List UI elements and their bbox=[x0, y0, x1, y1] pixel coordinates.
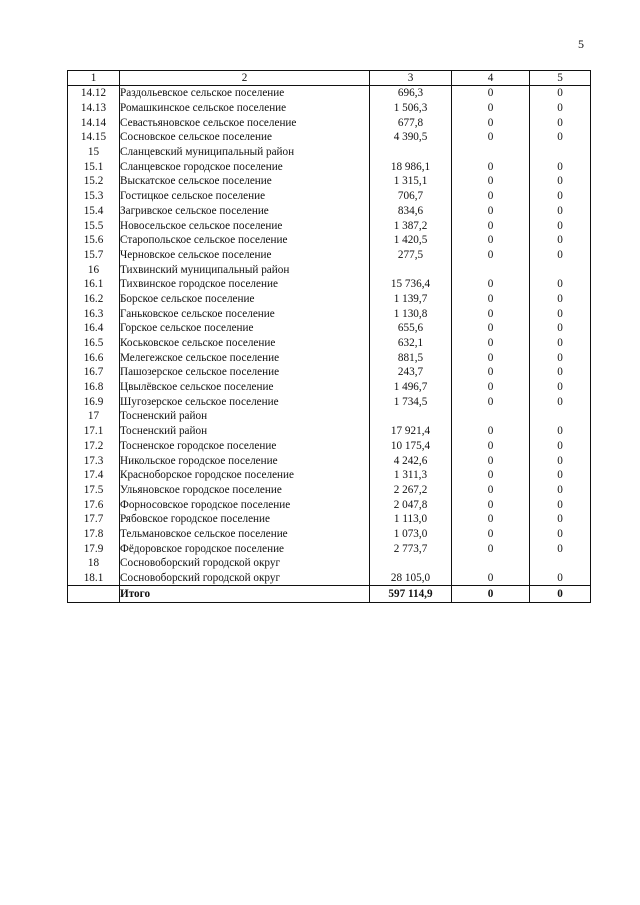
page-number: 5 bbox=[578, 37, 584, 51]
row-amount: 277,5 bbox=[370, 248, 452, 263]
row-number: 15.5 bbox=[68, 218, 120, 233]
row-col-5: 0 bbox=[530, 424, 591, 439]
row-number: 17.1 bbox=[68, 424, 120, 439]
row-amount bbox=[370, 145, 452, 160]
row-number: 17.6 bbox=[68, 497, 120, 512]
row-number: 14.12 bbox=[68, 86, 120, 101]
table-row bbox=[68, 292, 591, 307]
row-col-4: 0 bbox=[452, 483, 530, 498]
row-name: Тельмановское сельское поселение bbox=[120, 527, 370, 542]
row-name: Сланцевский муниципальный район bbox=[120, 145, 370, 160]
table-row bbox=[68, 233, 591, 248]
row-col-4: 0 bbox=[452, 380, 530, 395]
row-name: Борское сельское поселение bbox=[120, 292, 370, 307]
row-number: 17.8 bbox=[68, 527, 120, 542]
row-name: Тосненский район bbox=[120, 424, 370, 439]
row-number: 17.9 bbox=[68, 541, 120, 556]
table-row bbox=[68, 380, 591, 395]
row-name: Рябовское городское поселение bbox=[120, 512, 370, 527]
row-amount: 1 420,5 bbox=[370, 233, 452, 248]
row-amount: 4 390,5 bbox=[370, 130, 452, 145]
row-name: Шугозерское сельское поселение bbox=[120, 394, 370, 409]
row-col-4: 0 bbox=[452, 497, 530, 512]
row-col-5 bbox=[530, 262, 591, 277]
row-col-4: 0 bbox=[452, 159, 530, 174]
row-number: 16.3 bbox=[68, 306, 120, 321]
row-number: 16 bbox=[68, 262, 120, 277]
row-col-4: 0 bbox=[452, 468, 530, 483]
row-number: 15.3 bbox=[68, 189, 120, 204]
row-amount: 706,7 bbox=[370, 189, 452, 204]
row-amount: 2 267,2 bbox=[370, 483, 452, 498]
row-col-5: 0 bbox=[530, 512, 591, 527]
row-col-5 bbox=[530, 145, 591, 160]
header-col-1: 1 bbox=[68, 71, 120, 86]
row-col-4: 0 bbox=[452, 527, 530, 542]
row-amount: 696,3 bbox=[370, 86, 452, 101]
row-number: 16.2 bbox=[68, 292, 120, 307]
total-amount: 597 114,9 bbox=[370, 586, 452, 603]
table-row bbox=[68, 541, 591, 556]
row-col-5: 0 bbox=[530, 336, 591, 351]
row-col-4: 0 bbox=[452, 277, 530, 292]
row-amount: 1 139,7 bbox=[370, 292, 452, 307]
row-number: 15.4 bbox=[68, 204, 120, 219]
row-col-4: 0 bbox=[452, 365, 530, 380]
row-col-5: 0 bbox=[530, 350, 591, 365]
row-name: Загривское сельское поселение bbox=[120, 204, 370, 219]
row-col-5: 0 bbox=[530, 86, 591, 101]
row-name: Сосновское сельское поселение bbox=[120, 130, 370, 145]
row-col-5: 0 bbox=[530, 174, 591, 189]
row-col-4: 0 bbox=[452, 394, 530, 409]
row-amount: 1 315,1 bbox=[370, 174, 452, 189]
row-number: 14.14 bbox=[68, 115, 120, 130]
row-col-4: 0 bbox=[452, 571, 530, 586]
row-col-5: 0 bbox=[530, 306, 591, 321]
row-col-4: 0 bbox=[452, 424, 530, 439]
row-number: 14.15 bbox=[68, 130, 120, 145]
table-row bbox=[68, 512, 591, 527]
table-row bbox=[68, 115, 591, 130]
row-number: 18.1 bbox=[68, 571, 120, 586]
row-amount: 1 113,0 bbox=[370, 512, 452, 527]
budget-table bbox=[67, 70, 591, 603]
row-col-4: 0 bbox=[452, 130, 530, 145]
row-name: Сосновоборский городской округ bbox=[120, 556, 370, 571]
table-row bbox=[68, 483, 591, 498]
row-col-5: 0 bbox=[530, 483, 591, 498]
table-row bbox=[68, 527, 591, 542]
row-col-4: 0 bbox=[452, 512, 530, 527]
row-number: 15.1 bbox=[68, 159, 120, 174]
row-name: Ромашкинское сельское поселение bbox=[120, 101, 370, 116]
row-amount: 2 047,8 bbox=[370, 497, 452, 512]
row-col-5: 0 bbox=[530, 277, 591, 292]
row-number: 18 bbox=[68, 556, 120, 571]
row-name: Сосновоборский городской округ bbox=[120, 571, 370, 586]
table-row bbox=[68, 571, 591, 586]
header-col-2: 2 bbox=[120, 71, 370, 86]
row-col-5: 0 bbox=[530, 159, 591, 174]
total-row bbox=[68, 586, 591, 603]
row-number: 15.6 bbox=[68, 233, 120, 248]
row-number: 16.5 bbox=[68, 336, 120, 351]
row-amount: 15 736,4 bbox=[370, 277, 452, 292]
total-col-4: 0 bbox=[452, 586, 530, 603]
row-amount: 1 073,0 bbox=[370, 527, 452, 542]
row-col-5: 0 bbox=[530, 365, 591, 380]
row-name: Тихвинское городское поселение bbox=[120, 277, 370, 292]
row-amount bbox=[370, 409, 452, 424]
table-body bbox=[68, 86, 591, 603]
row-name: Севастьяновское сельское поселение bbox=[120, 115, 370, 130]
row-col-5: 0 bbox=[530, 189, 591, 204]
row-name: Выскатское сельское поселение bbox=[120, 174, 370, 189]
table-row bbox=[68, 159, 591, 174]
row-amount: 632,1 bbox=[370, 336, 452, 351]
table-row bbox=[68, 262, 591, 277]
table-row bbox=[68, 204, 591, 219]
row-amount: 1 496,7 bbox=[370, 380, 452, 395]
row-name: Пашозерское сельское поселение bbox=[120, 365, 370, 380]
row-col-4: 0 bbox=[452, 306, 530, 321]
row-number: 16.8 bbox=[68, 380, 120, 395]
table-row bbox=[68, 439, 591, 454]
header-col-3: 3 bbox=[370, 71, 452, 86]
row-amount: 1 734,5 bbox=[370, 394, 452, 409]
table-row bbox=[68, 248, 591, 263]
row-col-4: 0 bbox=[452, 321, 530, 336]
row-amount: 10 175,4 bbox=[370, 439, 452, 454]
row-amount bbox=[370, 556, 452, 571]
row-name: Тихвинский муниципальный район bbox=[120, 262, 370, 277]
table-row bbox=[68, 189, 591, 204]
row-number: 16.7 bbox=[68, 365, 120, 380]
row-name: Сланцевское городское поселение bbox=[120, 159, 370, 174]
table-row bbox=[68, 174, 591, 189]
row-col-4: 0 bbox=[452, 350, 530, 365]
row-amount: 243,7 bbox=[370, 365, 452, 380]
row-amount: 4 242,6 bbox=[370, 453, 452, 468]
row-number: 17.2 bbox=[68, 439, 120, 454]
row-name: Новосельское сельское поселение bbox=[120, 218, 370, 233]
row-number: 17.5 bbox=[68, 483, 120, 498]
row-col-5: 0 bbox=[530, 233, 591, 248]
row-col-5: 0 bbox=[530, 541, 591, 556]
row-col-4 bbox=[452, 556, 530, 571]
row-amount: 1 130,8 bbox=[370, 306, 452, 321]
row-col-4 bbox=[452, 262, 530, 277]
table-row bbox=[68, 277, 591, 292]
table-row bbox=[68, 306, 591, 321]
row-col-4: 0 bbox=[452, 115, 530, 130]
row-amount: 28 105,0 bbox=[370, 571, 452, 586]
table-row bbox=[68, 218, 591, 233]
table-row bbox=[68, 321, 591, 336]
row-col-4: 0 bbox=[452, 541, 530, 556]
row-name: Форносовское городское поселение bbox=[120, 497, 370, 512]
row-amount: 834,6 bbox=[370, 204, 452, 219]
row-amount: 2 773,7 bbox=[370, 541, 452, 556]
row-col-5: 0 bbox=[530, 394, 591, 409]
row-number: 15.7 bbox=[68, 248, 120, 263]
row-name: Горское сельское поселение bbox=[120, 321, 370, 336]
row-col-5: 0 bbox=[530, 527, 591, 542]
table-row bbox=[68, 101, 591, 116]
row-number: 17.7 bbox=[68, 512, 120, 527]
table-row bbox=[68, 145, 591, 160]
total-number bbox=[68, 586, 120, 603]
row-name: Мелегежское сельское поселение bbox=[120, 350, 370, 365]
table-row bbox=[68, 468, 591, 483]
row-col-4: 0 bbox=[452, 233, 530, 248]
row-number: 17 bbox=[68, 409, 120, 424]
row-col-5: 0 bbox=[530, 248, 591, 263]
row-name: Раздольевское сельское поселение bbox=[120, 86, 370, 101]
row-col-5: 0 bbox=[530, 453, 591, 468]
row-name: Старопольское сельское поселение bbox=[120, 233, 370, 248]
row-col-4: 0 bbox=[452, 189, 530, 204]
row-name: Тосненский район bbox=[120, 409, 370, 424]
row-col-4: 0 bbox=[452, 218, 530, 233]
row-col-5 bbox=[530, 409, 591, 424]
row-col-5: 0 bbox=[530, 439, 591, 454]
row-number: 15.2 bbox=[68, 174, 120, 189]
table-header bbox=[68, 71, 591, 86]
row-col-4: 0 bbox=[452, 174, 530, 189]
row-amount: 1 387,2 bbox=[370, 218, 452, 233]
total-label: Итого bbox=[120, 586, 370, 603]
row-number: 16.6 bbox=[68, 350, 120, 365]
table-row bbox=[68, 130, 591, 145]
table-row bbox=[68, 394, 591, 409]
row-name: Ганьковское сельское поселение bbox=[120, 306, 370, 321]
row-col-5: 0 bbox=[530, 101, 591, 116]
row-name: Гостицкое сельское поселение bbox=[120, 189, 370, 204]
row-name: Фёдоровское городское поселение bbox=[120, 541, 370, 556]
row-col-5: 0 bbox=[530, 218, 591, 233]
row-number: 16.1 bbox=[68, 277, 120, 292]
row-col-5: 0 bbox=[530, 204, 591, 219]
row-name: Коськовское сельское поселение bbox=[120, 336, 370, 351]
total-col-5: 0 bbox=[530, 586, 591, 603]
row-col-4 bbox=[452, 145, 530, 160]
row-col-4: 0 bbox=[452, 439, 530, 454]
row-col-5 bbox=[530, 556, 591, 571]
row-number: 16.4 bbox=[68, 321, 120, 336]
header-row bbox=[68, 71, 591, 86]
row-name: Цвылёвское сельское поселение bbox=[120, 380, 370, 395]
row-name: Ульяновское городское поселение bbox=[120, 483, 370, 498]
table-row bbox=[68, 409, 591, 424]
row-col-5: 0 bbox=[530, 380, 591, 395]
table-row bbox=[68, 350, 591, 365]
row-amount bbox=[370, 262, 452, 277]
table-row bbox=[68, 497, 591, 512]
row-amount: 655,6 bbox=[370, 321, 452, 336]
row-col-4: 0 bbox=[452, 292, 530, 307]
row-name: Черновское сельское поселение bbox=[120, 248, 370, 263]
row-name: Никольское городское поселение bbox=[120, 453, 370, 468]
table-row bbox=[68, 556, 591, 571]
row-amount: 1 311,3 bbox=[370, 468, 452, 483]
row-name: Тосненское городское поселение bbox=[120, 439, 370, 454]
row-col-5: 0 bbox=[530, 497, 591, 512]
table-row bbox=[68, 424, 591, 439]
row-amount: 677,8 bbox=[370, 115, 452, 130]
table-row bbox=[68, 86, 591, 101]
row-col-4: 0 bbox=[452, 453, 530, 468]
row-col-4: 0 bbox=[452, 86, 530, 101]
row-col-4: 0 bbox=[452, 204, 530, 219]
row-amount: 881,5 bbox=[370, 350, 452, 365]
table-row bbox=[68, 336, 591, 351]
table-row bbox=[68, 365, 591, 380]
row-col-5: 0 bbox=[530, 115, 591, 130]
row-col-4: 0 bbox=[452, 336, 530, 351]
table-row bbox=[68, 453, 591, 468]
row-amount: 1 506,3 bbox=[370, 101, 452, 116]
row-amount: 17 921,4 bbox=[370, 424, 452, 439]
header-col-4: 4 bbox=[452, 71, 530, 86]
row-number: 16.9 bbox=[68, 394, 120, 409]
row-col-5: 0 bbox=[530, 571, 591, 586]
row-col-5: 0 bbox=[530, 130, 591, 145]
row-col-4: 0 bbox=[452, 101, 530, 116]
row-col-5: 0 bbox=[530, 468, 591, 483]
row-number: 14.13 bbox=[68, 101, 120, 116]
row-col-4 bbox=[452, 409, 530, 424]
row-number: 17.3 bbox=[68, 453, 120, 468]
row-col-4: 0 bbox=[452, 248, 530, 263]
row-number: 17.4 bbox=[68, 468, 120, 483]
row-col-5: 0 bbox=[530, 292, 591, 307]
header-col-5: 5 bbox=[530, 71, 591, 86]
row-name: Красноборское городское поселение bbox=[120, 468, 370, 483]
row-col-5: 0 bbox=[530, 321, 591, 336]
row-amount: 18 986,1 bbox=[370, 159, 452, 174]
row-number: 15 bbox=[68, 145, 120, 160]
